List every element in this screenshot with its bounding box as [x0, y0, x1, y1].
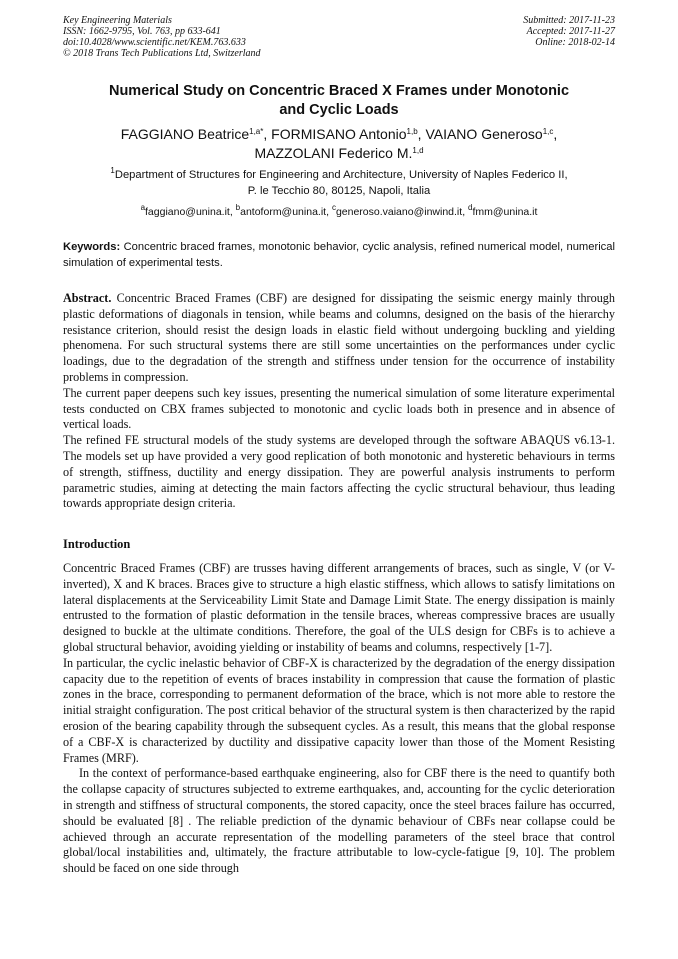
email-list: $^a$faggiano@unina.it, $^b$antoform@unina.it, $^c$generoso.vaiano@inwind.it, $^d$fmm@unina.it: [140, 203, 538, 218]
abstract-paragraph-3: The refined FE structural models of the study systems are developed through the software ABAQUS v6.13-1. The models set up have provided a very good replication of both monotonic and hysteretic behaviours in terms of strength, stiffness, ductility and energy dissipation. They are powerful analysis instruments to perform parametric studies, aiming at detecting the main factors affecting the cyclic structural behaviour, thus leading towards appropriate design criteria.: [63, 433, 615, 511]
abstract-paragraph-1: [63, 291, 615, 386]
author-sup: 1,c: [542, 127, 554, 136]
author-sep: ,: [417, 126, 426, 142]
journal-name: Key Engineering Materials: [63, 15, 172, 26]
author-sep: ,: [553, 126, 558, 142]
email-link[interactable]: antoform@unina.it: [240, 206, 327, 218]
abstract-text: Concentric Braced Frames (CBF) are designed for dissipating the seismic energy mainly through plastic deformations of diagonals in tension, while beams and columns, designed on the basis of the hierarchy resistance criterion, should resist the design loads in elastic field without undergoing buckling and yielding phenomena. For such structural systems there are still some uncertainties on the performances under cyclic loadings, due to the degradation of the strength and stiffness under tension for the occurrence of instability problems in compression.: [63, 291, 615, 384]
author-name: FAGGIANO Beatrice: [120, 126, 250, 142]
author-list: [63, 125, 615, 163]
submitted-date: Submitted: 2017-11-23: [523, 15, 615, 26]
title-line-1: Numerical Study on Concentric Braced X Frames under Monotonic: [108, 83, 570, 99]
authors-line-2: [63, 144, 615, 163]
affiliation-line-1: [63, 167, 615, 183]
email-sup: d: [468, 203, 473, 212]
abstract-paragraph-2: The current paper deepens such key issues, presenting the numerical simulation of some literature experimental tests conducted on CBX frames subjected to monotonic and cyclic loads both in presence and in absence of vertical loads.: [63, 385, 615, 432]
abstract-label: Abstract.: [63, 291, 112, 305]
author-sup: 1,b: [406, 127, 418, 136]
journal-info: [63, 15, 261, 59]
online-date: Online: 2018-02-14: [535, 37, 615, 48]
email-sup: c: [331, 203, 336, 212]
author-name: MAZZOLANI Federico M.: [254, 145, 413, 161]
accepted-date: Accepted: 2017-11-27: [526, 26, 615, 37]
keywords-text: Concentric braced frames, monotonic behavior, cyclic analysis, refined numerical model, numerical simulation of experimental tests.: [63, 241, 615, 269]
email-link[interactable]: fmm@unina.it: [472, 206, 538, 218]
intro-paragraph-2: In particular, the cyclic inelastic behavior of CBF-X is characterized by the degradation of the energy dissipation capacity due to the repetition of events of braces instability in compression that cause the formation of plastic zones in the brace, corresponding to permanent deformation of the brace, which is not more able to restore the initial straight configuration. The post critical behavior of the structural system is then characterized by the rapid erosion of the bearing capability through the subsequent cycles. As a result, this means that the global response of a CBF-X is characterized by ductility and dissipative capacity lower than those of the Moment Resisting Frames (MRF).: [63, 655, 615, 765]
introduction-body: [63, 561, 615, 877]
author-sep: ,: [263, 126, 272, 142]
email-link[interactable]: faggiano@unina.it: [145, 206, 230, 218]
intro-paragraph-3: In the context of performance-based earthquake engineering, also for CBF there is the need to quantify both the collapse capacity of structures subjected to extreme earthquakes, and, accounting for the cyclic deterioration in strength and stiffness of structural components, the stored capacity, once the steel braces failure has occurred, should be evaluated [8] . The reliable prediction of the dynamic behaviour of CBFs near collapse could be achieved through an accurate representation of the modelling parameters of the steel brace that control global/local instabilities and, ultimately, the fracture attributable to low-cycle-fatigue [9, 10]. The problem should be faced on one side through: [63, 766, 615, 876]
affiliation: [63, 167, 615, 199]
authors-line-1: [63, 125, 615, 144]
email-link[interactable]: generoso.vaiano@inwind.it: [335, 206, 463, 218]
author-name: FORMISANO Antonio: [271, 126, 407, 142]
author-sup: 1,a*: [249, 127, 264, 136]
journal-doi[interactable]: doi:10.4028/www.scientific.net/KEM.763.633: [63, 37, 246, 48]
author-name: VAIANO Generoso: [425, 126, 543, 142]
abstract: [63, 291, 615, 512]
affiliation-sup: 1: [110, 166, 115, 175]
keywords: [63, 239, 615, 271]
paper-title: [63, 82, 615, 120]
journal-copyright: © 2018 Trans Tech Publications Ltd, Switzerland: [63, 48, 261, 59]
title-line-2: and Cyclic Loads: [279, 102, 399, 118]
affiliation-line-2: P. le Tecchio 80, 80125, Napoli, Italia: [247, 185, 431, 197]
author-sup: 1,d: [412, 146, 424, 155]
section-heading: Introduction: [63, 537, 131, 551]
keywords-label: Keywords:: [63, 241, 121, 253]
affiliation-text: Department of Structures for Engineering and Architecture, University of Naples Federico II,: [114, 169, 568, 181]
intro-paragraph-1: Concentric Braced Frames (CBF) are trusses having different arrangements of braces, such as single, V (or V-inverted), X and K braces. Braces give to structure a high elastic stiffness, which allows to satisfy limitations on lateral displacements at the Serviceability Limit State and Damage Limit State. The energy dissipation is mainly entrusted to the formation of plastic deformation in the tensile braces, whereas compressive braces are usually designed to buckle at the ultimate conditions. Therefore, the goal of the ULS design for CBFs is to achieve a global structural behavior, avoiding yielding or instability of beams and columns, respectively [1-7].: [63, 561, 615, 654]
email-sup: a: [140, 203, 146, 212]
journal-issn: ISSN: 1662-9795, Vol. 763, pp 633-641: [63, 26, 221, 37]
email-sup: b: [235, 203, 241, 212]
submission-dates: [523, 15, 615, 48]
